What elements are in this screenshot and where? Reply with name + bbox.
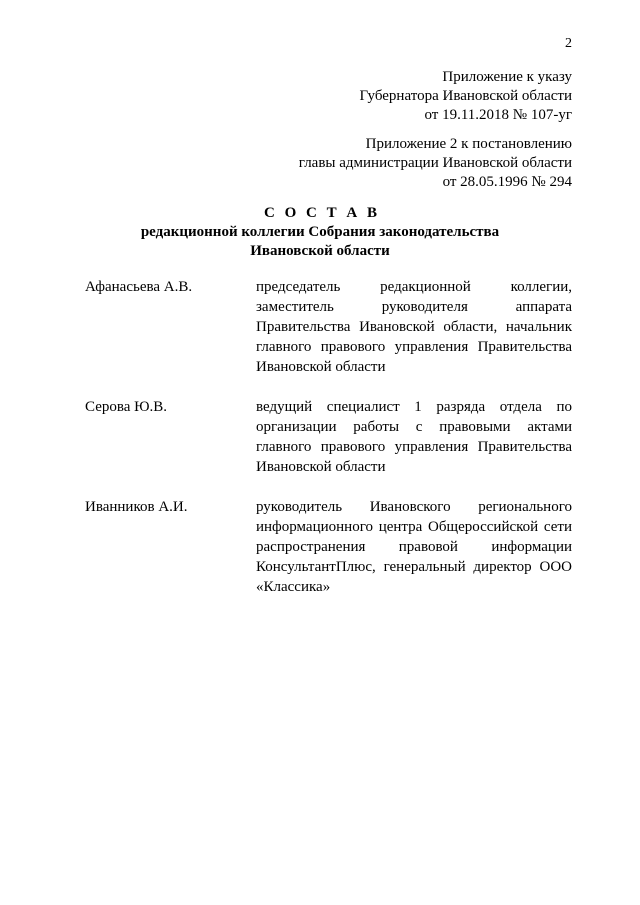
page-number: 2	[565, 36, 572, 51]
member-role: председатель редакционной коллегии, заместитель руководителя аппарата Правительства Ивановской области, начальник главного правового управления Правительства Ивановской области	[256, 279, 572, 375]
member-row	[85, 277, 572, 377]
appendix-resolution-reference	[299, 135, 572, 192]
member-name: Серова Ю.В.	[85, 399, 168, 415]
appendix-line: Приложение 2 к постановлению	[365, 136, 572, 152]
appendix-line: от 28.05.1996 № 294	[442, 174, 572, 190]
member-role: ведущий специалист 1 разряда отдела по организации работы с правовыми актами главного правового управления Правительства Ивановской области	[256, 399, 572, 475]
heading-subtitle: Ивановской области	[250, 243, 390, 259]
document-heading	[0, 204, 640, 261]
members-list	[85, 277, 572, 597]
appendix-line: Приложение к указу	[442, 69, 572, 85]
appendix-decree-reference	[359, 68, 572, 125]
heading-subtitle: редакционной коллегии Собрания законодательства	[140, 224, 500, 240]
member-role: руководитель Ивановского регионального информационного центра Общероссийской сети распространения правовой информации КонсультантПлюс, генеральный директор ООО «Классика»	[256, 499, 572, 595]
heading-title: С О С Т А В	[264, 205, 380, 221]
appendix-line: Губернатора Ивановской области	[359, 88, 572, 104]
appendix-line: от 19.11.2018 № 107-уг	[424, 107, 572, 123]
member-name: Афанасьева А.В.	[85, 279, 193, 295]
member-row	[85, 397, 572, 477]
member-row	[85, 497, 572, 597]
appendix-line: главы администрации Ивановской области	[298, 155, 572, 171]
member-name: Иванников А.И.	[85, 499, 188, 515]
